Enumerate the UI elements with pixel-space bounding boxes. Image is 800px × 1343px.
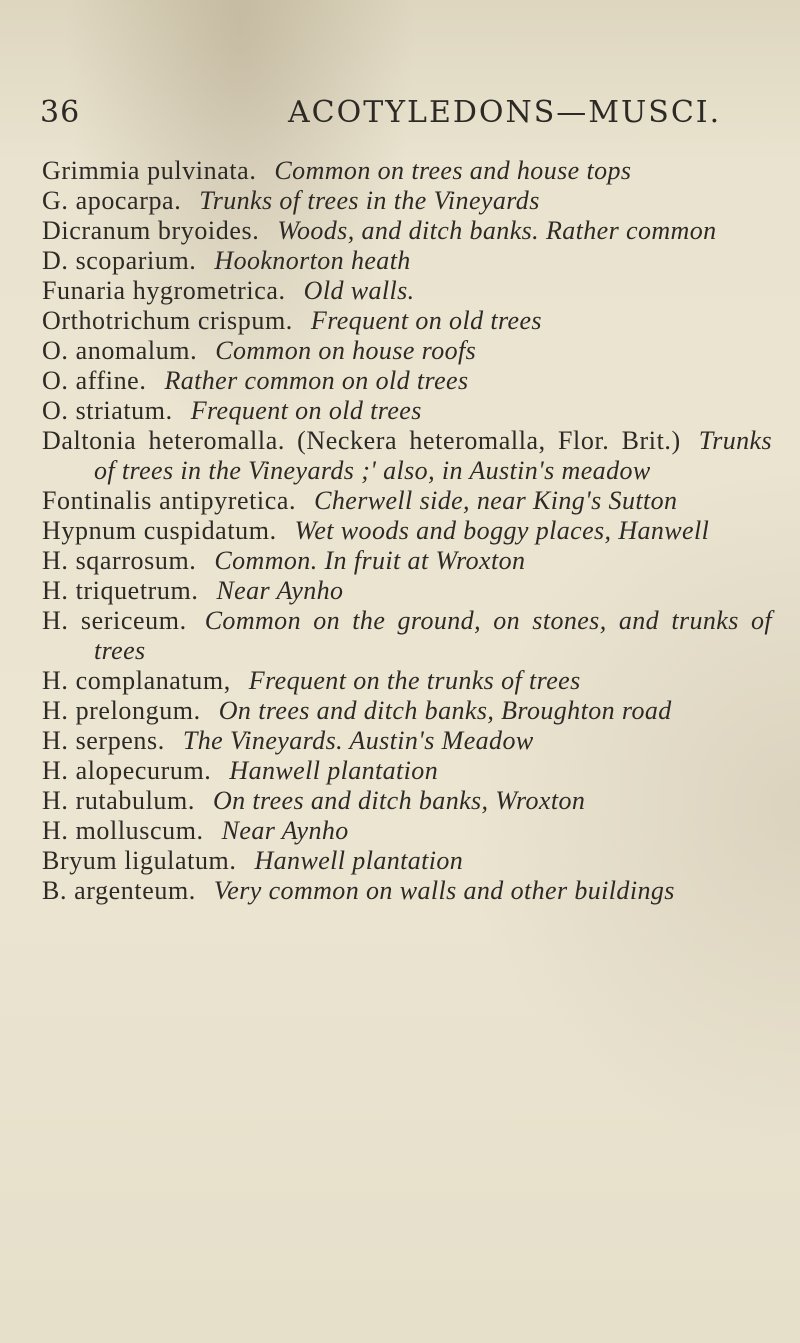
species-name: H. sqarrosum. [42,546,197,575]
species-locality: Common on trees and house tops [274,156,632,185]
species-name: H. serpens. [42,726,165,755]
species-name: O. affine. [42,366,147,395]
species-locality: Hanwell plantation [229,756,439,785]
species-name: O. striatum. [42,396,173,425]
species-entry [42,696,772,726]
species-entry [42,756,772,786]
species-name: O. anomalum. [42,336,198,365]
species-entry [42,876,772,906]
species-entry [42,366,772,396]
species-entry [42,246,772,276]
species-locality: Wet woods and boggy places, Hanwell [294,516,710,545]
running-head: ACOTYLEDONS—MUSCI. [288,95,722,130]
species-locality: Frequent on the trunks of trees [248,666,581,695]
species-name: H. molluscum. [42,816,204,845]
species-name: Dicranum bryoides. [42,216,260,245]
species-locality: Near Aynho [221,816,349,845]
species-locality: Common. In fruit at Wroxton [214,546,526,575]
species-entry [42,336,772,366]
page-number: 36 [40,95,81,130]
page-header [40,95,760,135]
species-entry [42,396,772,426]
species-name: H. prelongum. [42,696,201,725]
species-name: H. triquetrum. [42,576,199,605]
species-locality: Trunks of trees in the Vineyards [199,186,540,215]
species-entry [42,186,772,216]
species-entry [42,816,772,846]
species-name: Daltonia heteromalla. (Neckera heteromalla, Flor. Brit.) [42,426,681,455]
species-locality: Very common on walls and other buildings [213,876,675,905]
species-name: Orthotrichum crispum. [42,306,293,335]
species-name: Fontinalis antipyretica. [42,486,297,515]
species-entry [42,276,772,306]
species-entry [42,486,772,516]
species-name: D. scoparium. [42,246,197,275]
species-name: H. complanatum, [42,666,231,695]
species-entry [42,306,772,336]
species-name: G. apocarpa. [42,186,182,215]
species-entry [42,666,772,696]
species-entry [42,846,772,876]
species-locality: Near Aynho [216,576,344,605]
species-name: Hypnum cuspidatum. [42,516,277,545]
species-name: Grimmia pulvinata. [42,156,257,185]
species-name: B. argenteum. [42,876,196,905]
species-locality: On trees and ditch banks, Wroxton [212,786,586,815]
species-locality: The Vineyards. Austin's Meadow [182,726,534,755]
species-name: H. alopecurum. [42,756,212,785]
species-locality: Common on house roofs [215,336,477,365]
species-locality: Woods, and ditch banks. Rather common [277,216,717,245]
species-locality: Hooknorton heath [214,246,411,275]
species-name: Bryum ligulatum. [42,846,237,875]
species-entry [42,156,772,186]
species-locality: Old walls. [303,276,415,305]
species-locality: Common on the ground, on stones, and trunks of trees [94,606,772,665]
species-locality: On trees and ditch banks, Broughton road [218,696,672,725]
species-locality: Frequent on old trees [310,306,542,335]
species-name: H. rutabulum. [42,786,195,815]
species-locality: Rather common on old trees [164,366,469,395]
species-name: H. sericeum. [42,606,187,635]
species-entry [42,576,772,606]
species-entry [42,726,772,756]
species-entry [42,606,772,666]
species-entry [42,426,772,486]
species-locality: Hanwell plantation [254,846,464,875]
species-name: Funaria hygrometrica. [42,276,286,305]
species-locality: Frequent on old trees [190,396,422,425]
species-entry [42,546,772,576]
species-entry [42,786,772,816]
species-entry [42,216,772,246]
species-entry [42,516,772,546]
species-locality: Trunks of trees in the Vineyards ;' also, in Austin's meadow [94,426,772,485]
species-locality: Cherwell side, near King's Sutton [314,486,678,515]
species-list [42,156,772,906]
